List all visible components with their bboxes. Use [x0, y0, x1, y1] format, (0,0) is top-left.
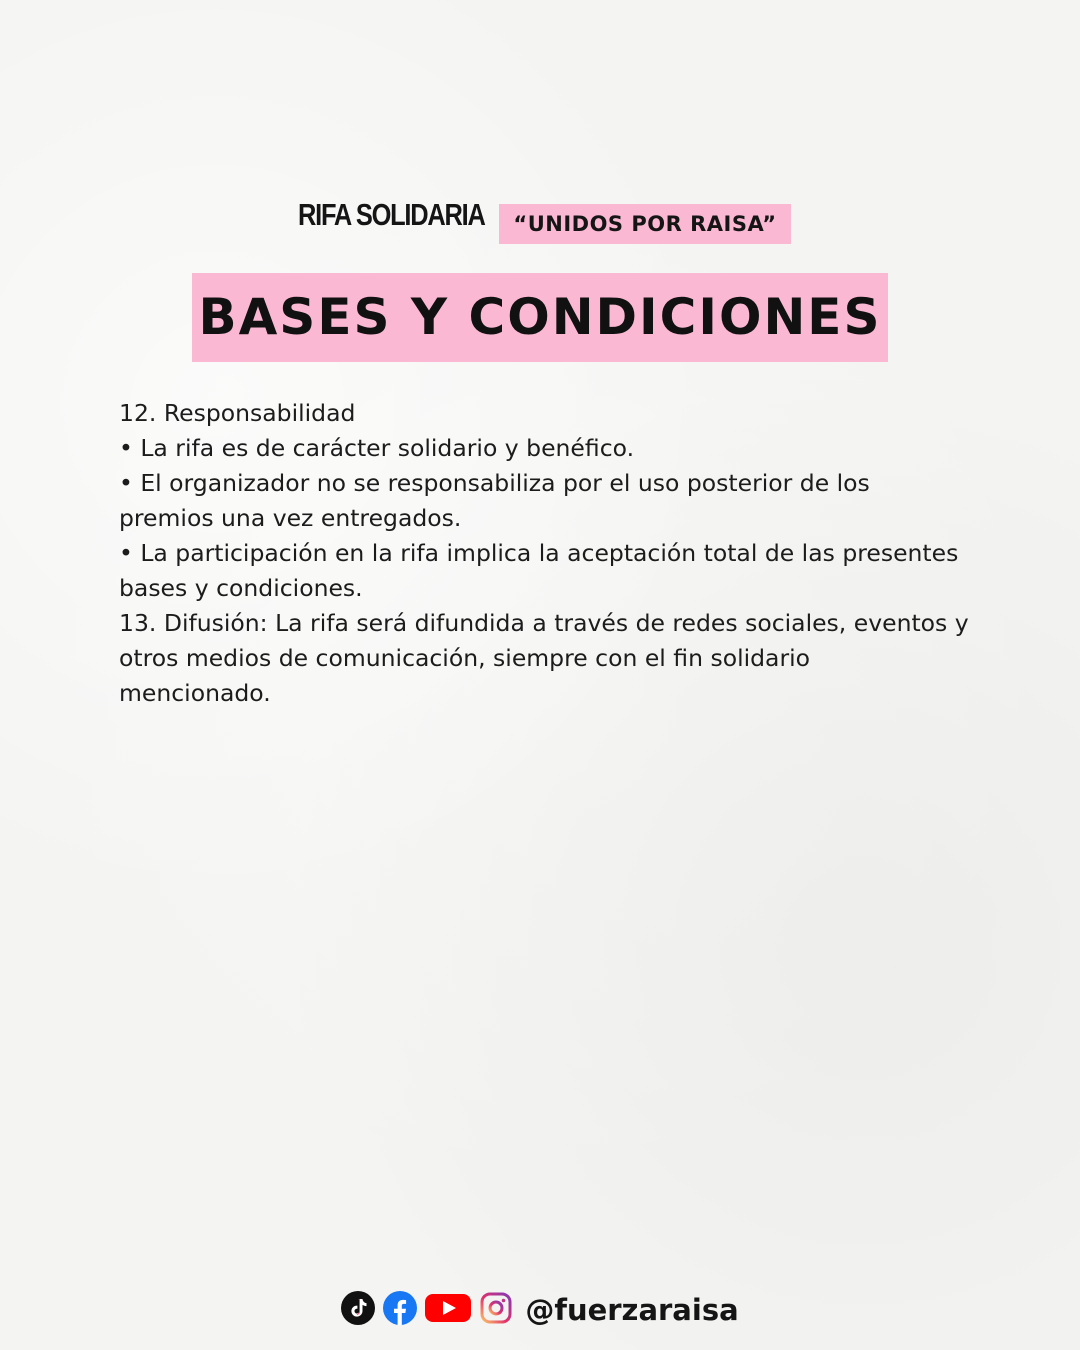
section-difusion: 13. Difusión: La rifa será difundida a través de redes sociales, eventos y otros medios de comunicación, siempre con el fin solidario mencionado.: [119, 609, 969, 707]
social-links: [341, 1290, 738, 1330]
terms-content: [119, 396, 969, 711]
list-item: • La participación en la rifa implica la aceptación total de las presentes bases y condiciones.: [119, 539, 959, 602]
footer: [0, 1288, 1080, 1332]
page-title: BASES Y CONDICIONES: [198, 288, 882, 346]
youtube-icon[interactable]: [425, 1291, 471, 1329]
header-row: [0, 196, 1080, 246]
instagram-icon[interactable]: [479, 1291, 513, 1329]
list-item: • El organizador no se responsabiliza por el uso posterior de los premios una vez entregados.: [119, 469, 870, 532]
campaign-badge: “UNIDOS POR RAISA”: [499, 204, 791, 244]
tiktok-icon[interactable]: [341, 1291, 375, 1329]
list-item: • La rifa es de carácter solidario y benéfico.: [119, 434, 635, 462]
section-heading-responsabilidad: 12. Responsabilidad: [119, 399, 356, 427]
facebook-icon[interactable]: [383, 1291, 417, 1329]
title-box: [192, 273, 888, 362]
raffle-label: RIFA SOLIDARIA: [298, 197, 485, 232]
social-handle[interactable]: @fuerzaraisa: [525, 1293, 739, 1327]
